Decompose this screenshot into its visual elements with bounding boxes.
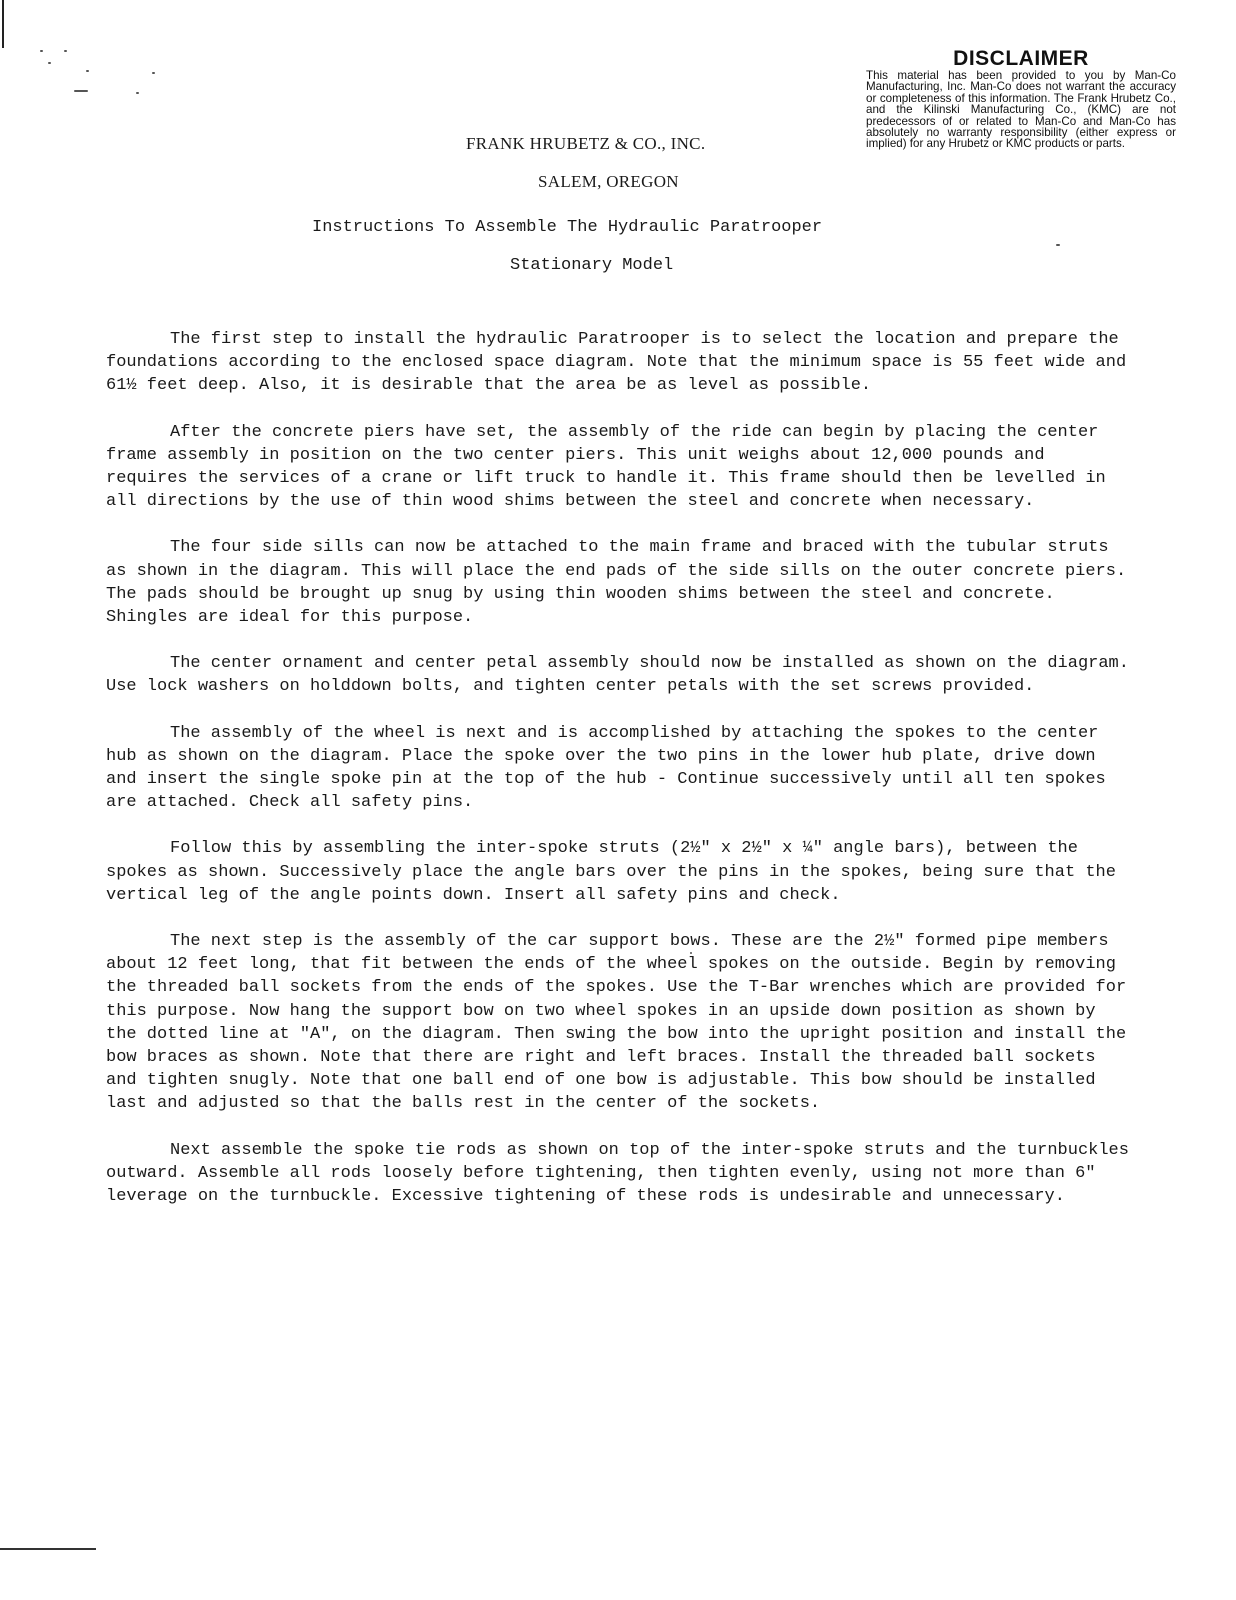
paragraph: The center ornament and center petal assembly should now be installed as shown on the diagram. Use lock washers on holddown bolts, and tighten center petals with the set screws provided. (106, 654, 1129, 697)
paragraph: The four side sills can now be attached to the main frame and braced with the tubular struts as shown in the diagram. This will place the end pads of the side sills on the outer concrete piers. The pads should be brought up snug by using thin wooden shims between the steel and concrete. Shingles are ideal for this purpose. (106, 538, 1127, 628)
disclaimer-heading: DISCLAIMER (953, 47, 1089, 70)
paragraph: The first step to install the hydraulic Paratrooper is to select the location and prepare the foundations according to the enclosed space diagram. Note that the minimum space is 55 feet wide and 61½ feet deep. Also, it is desirable that the area be as level as possible. (106, 330, 1127, 396)
scan-speck (152, 72, 155, 74)
company-city: SALEM, OREGON (538, 172, 679, 191)
paragraph: Next assemble the spoke tie rods as shown on top of the inter-spoke struts and the turnbuckles outward. Assemble all rods loosely before tightening, then tighten evenly, using not more than 6" leverage on the turnbuckle. Excessive tightening of these rods is undesirable and unnecessary. (106, 1140, 1129, 1207)
footer-rule (0, 1548, 96, 1550)
paragraph: The next step is the assembly of the car support bows. These are the 2½" formed pipe members about 12 feet long, that fit between the ends of the wheel spokes on the outside. Begin by removing the threaded ball sockets from the ends of the spokes. Use the T-Bar wrenches which are provided for this purpose. Now hang the support bow on two wheel spokes in an upside down position as shown by the dotted line at "A", on the diagram. Then swing the bow into the upright position and install the bow braces as shown. Note that there are right and left braces. Install the threaded ball sockets and tighten snugly. Note that one ball end of one bow is adjustable. This bow should be installed last and adjusted so that the balls rest in the center of the sockets. (106, 932, 1127, 1114)
document-title: Instructions To Assemble The Hydraulic Paratrooper (312, 218, 823, 237)
paragraph: Follow this by assembling the inter-spoke struts (2½" x 2½" x ¼" angle bars), between the spokes as shown. Successively place the angle bars over the pins in the spokes, being sure that the vertical leg of the angle points down. Insert all safety pins and check. (106, 839, 1116, 905)
scan-speck (64, 50, 67, 52)
paragraph: After the concrete piers have set, the assembly of the ride can begin by placing the center frame assembly in position on the two center piers. This unit weighs about 12,000 pounds and requires the services of a crane or lift truck to handle it. This frame should then be levelled in all directions by the use of thin wood shims between the steel and concrete when necessary. (106, 422, 1106, 512)
scan-speck (136, 92, 139, 94)
company-name: FRANK HRUBETZ & CO., INC. (466, 134, 706, 153)
disclaimer-text: This material has been provided to you by Man-Co Manufacturing, Inc. Man-Co does not warrant the accuracy or completeness of this information. The Frank Hrubetz Co., and the Kilinski Manufacturing Co., (KMC) are not predecessors of or related to Man-Co and Man-Co has absolutely no warranty responsibility (either express or implied) for any Hrubetz or KMC products or parts. (866, 69, 1176, 151)
scan-speck (1056, 244, 1060, 246)
scan-speck (86, 70, 89, 72)
document-subtitle: Stationary Model (510, 256, 674, 275)
instructions-body (106, 328, 1136, 1231)
scan-speck (48, 62, 51, 64)
margin-rule (2, 0, 4, 48)
paragraph: The assembly of the wheel is next and is accomplished by attaching the spokes to the center hub as shown on the diagram. Place the spoke over the two pins in the lower hub plate, drive down and insert the single spoke pin at the top of the hub - Continue successively until all ten spokes are attached. Check all safety pins. (106, 723, 1106, 813)
scan-speck (74, 90, 88, 92)
disclaimer-box (866, 48, 1176, 150)
scan-speck (40, 50, 43, 52)
